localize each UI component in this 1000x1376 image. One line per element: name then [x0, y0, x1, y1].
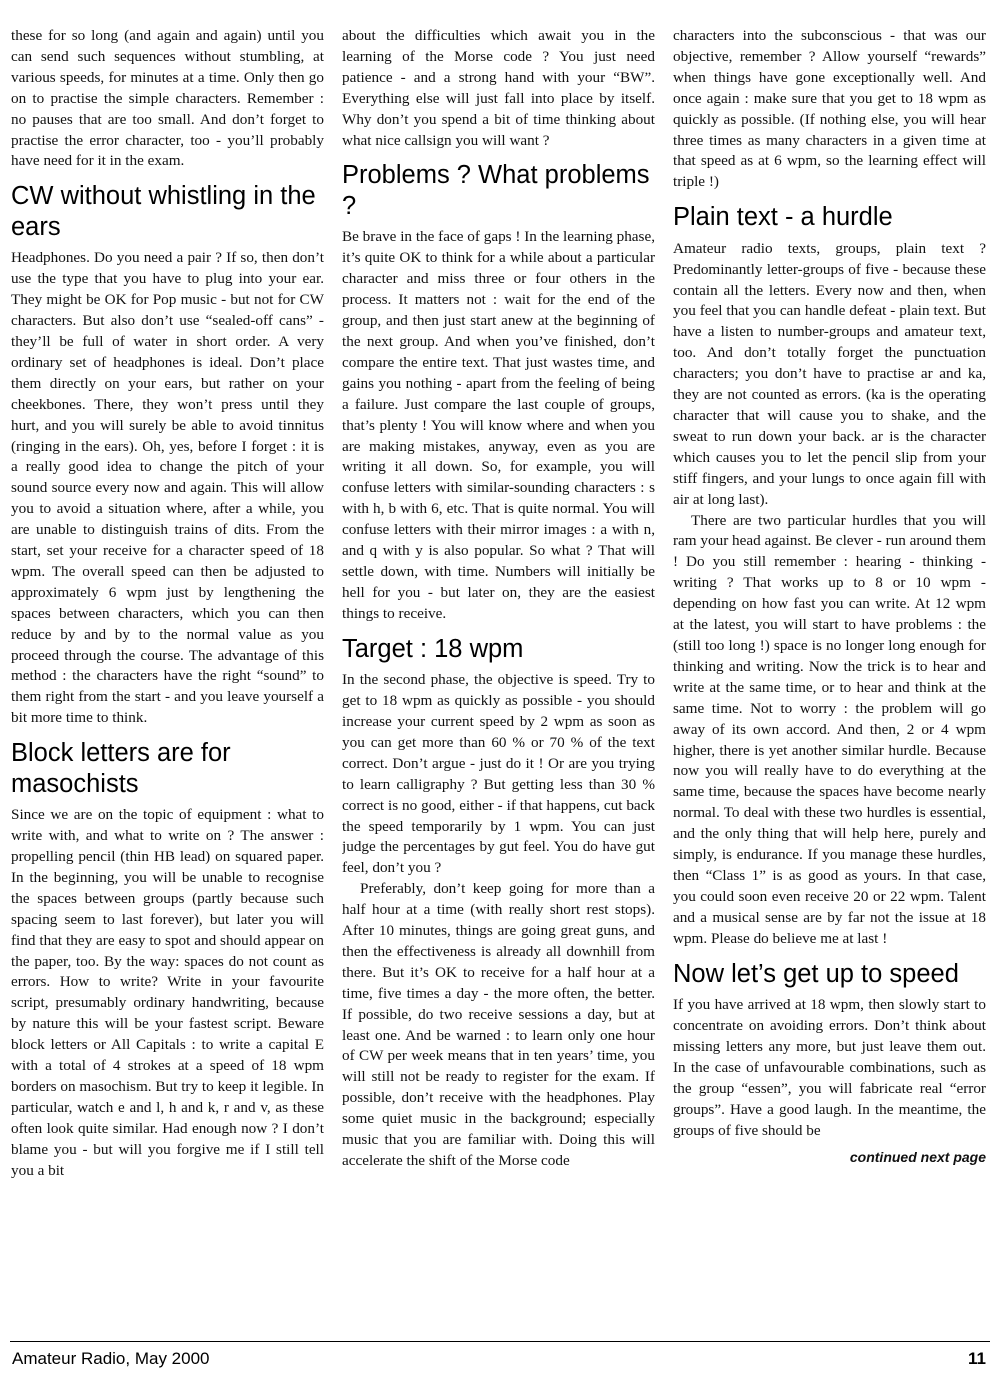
body-paragraph: Be brave in the face of gaps ! In the learning phase, it’s quite OK to think for a while about a particular character and miss three or four others in the process. It matters not : wait for the end of the group, and then just start anew at the beginning of the next group. And when you’ve finished, don’t compare the entire text. That just wastes time, and gains you nothing - apart from the feeling of being a failure. Just compare the last couple of groups, that’s plenty ! You will know where and when you are making mistakes, anyway, even as you are writing it all down. So, for example, you will confuse letters with similar-sounding characters : s with h, b with 6, etc. That is quite normal. You will confuse letters with their mirror images : a with n, and q with y is also popular. So what ? That will settle down, with time. Numbers will initially be hell for you - but later on, they are the easiest things to receive.	[342, 228, 655, 622]
body-paragraph: Since we are on the topic of equipment : what to write with, and what to write on ? The answer : propelling pencil (thin HB lead) on squared paper. In the beginning, you will be unable to recognise the spaces between groups (partly because such spacing seem to last forever), but later you will find that they are easy to spot and should appear on the paper, too. By the way: spaces do not count as errors. How to write? Write in your favourite script, presumably ordinary handwriting, because by nature this will be your fastest script. Beware block letters or All Capitals : to write a capital E with a total of 4 strokes at a speed of 18 wpm borders on masochism. But try to keep it legible. In particular, watch e and l, h and k, r and v, as these often look quite similar. Had enough now ? I don’t blame you - but will you forgive me if I still tell you a bit	[11, 806, 324, 1179]
column-3	[673, 26, 986, 1328]
footer-rule	[10, 1341, 990, 1342]
section-heading: Plain text - a hurdle	[673, 203, 893, 232]
column-2	[342, 26, 655, 1328]
publication-footer: Amateur Radio, May 2000	[12, 1349, 210, 1368]
body-paragraph: about the difficulties which await you in the learning of the Morse code ? You just need patience - and a strong hand with your “BW”. Everything else will just fall into place by itself. Why don’t you spend a bit of time thinking about what nice callsign you will want ?	[342, 27, 655, 149]
section-heading: Block letters are for masochists	[11, 739, 231, 798]
section-heading: CW without whistling in the ears	[11, 182, 316, 241]
body-paragraph: There are two particular hurdles that you will ram your head against. Be clever - run around them ! Do you still remember : hearing - thinking - writing ? That works up to 8 or 10 wpm - depending on how fast you can write. At 12 wpm at the latest, you will start to have problems : the (still too long !) space is no longer long enough for thinking and writing. Now the trick is to hear and write at the same time, or to hear and think at the same time. Not to worry : the problem will go away of its own accord. And then, 2 or 4 wpm higher, there is yet another similar hurdle. Because now you will really have to do everything at the same time, because the spaces have become nearly normal. To deal with these two hurdles is essential, and the only thing that will help here, purely and simply, is endurance. If you manage these hurdles, then “Class 1” is as good as yours. In that case, you could soon even receive 20 or 22 wpm. Talent and a musical sense are by far not the issue at 18 wpm. Please do believe me at last !	[673, 511, 986, 947]
continued-note: continued next page	[849, 1149, 986, 1166]
body-paragraph: Preferably, don’t keep going for more than a half hour at a time (with really short rest stops). After 10 minutes, things are going great guns, and then the effectiveness is already all downhill from there. But it’s OK to receive for a half hour at a time, five times a day - the more often, the better. If possible, do two receive sessions a day, but at least one. And be warned : to learn only one hour of CW per week means that in ten years’ time, you will still not be ready to register for the exam. If possible, don’t receive with the headphones. Play some quiet music in the background; especially music that you are familiar with. Doing this will accelerate the shift of the Morse code	[342, 880, 655, 1169]
body-paragraph: characters into the subconscious - that was our objective, remember ? Allow yourself “rewards” when things have gone exceptionally well. And once again : make sure that you get to 18 wpm as quickly as possible. (If nothing else, you will hear three times as many characters in a given time at that speed as at 6 wpm, so the learning effect will triple !)	[673, 27, 986, 191]
section-heading: Target : 18 wpm	[342, 634, 524, 663]
section-heading: Problems ? What problems ?	[342, 161, 650, 220]
body-paragraph: Headphones. Do you need a pair ? If so, then don’t use the type that you have to plug into your ear. They might be OK for Pop music - but not for CW characters. But also don’t use “sealed-off cans” - they’ll be full of water in short order. A very ordinary set of headphones is ideal. Don’t place them directly on your ears, but rather on your cheekbones. There, they won’t press until they hurt, and you will surely be able to avoid tinnitus (ringing in the ears). Oh, yes, before I forget : it is a really good idea to change the pitch of your sound source every now and again. This will allow you to avoid a situation where, after a while, you are unable to distinguish trains of dits. From the start, set your receive for a character speed of 18 wpm. The overall speed can then be adjusted to approximately 6 wpm just by lengthening the spaces between characters, which you can then reduce by and by to the normal value as you proceed through the course. The advantage of this method : the characters have the right “sound” to them right from the start - and you leave yourself a bit more time to think.	[11, 249, 324, 727]
body-paragraph: Amateur radio texts, groups, plain text ? Predominantly letter-groups of five - because these contain all the letters. Every now and then, when you feel that you can handle defeat - plain text. But have a listen to number-groups and amateur text, too. And don’t totally forget the punctuation characters; you don’t have to practise ar and ka, they are not counted as errors. (ka is the operating character that will cause you to shake, and the sweat to run down your back. ar is the character which causes you to let the pencil slip from your stiff fingers, and your lungs to once again fill with air at long last).	[673, 239, 986, 508]
body-paragraph: these for so long (and again and again) until you can send such sequences without stumbling, at various speeds, for minutes at a time. Only then go on to practise the simple characters. Remember : no pauses that are too small. And don’t forget to practise the error character, too - you’ll probably have need for it in the exam.	[11, 27, 324, 170]
page-number: 11	[968, 1349, 986, 1368]
column-1	[11, 26, 324, 1328]
body-paragraph: In the second phase, the objective is speed. Try to get to 18 wpm as quickly as possible - you should increase your current speed by 2 wpm as soon as you can get more than 60 % or 70 % of the text correct. Don’t argue - just do it ! Or are you trying to learn calligraphy ? But getting less than 30 % correct is no good, either - if that happens, cut back the speed temporarily by 1 wpm. You can just judge the percentages by gut feel. You do have gut feel, don’t you ?	[342, 671, 655, 877]
body-paragraph: If you have arrived at 18 wpm, then slowly start to concentrate on avoiding errors. Don’t think about missing letters any more, but just leave them out. In the case of unfavourable combinations, such as the group “essen”, you will fabricate real “error groups”. Have a good laugh. In the meantime, the groups of five should be	[673, 996, 986, 1139]
section-heading: Now let’s get up to speed	[673, 959, 959, 988]
